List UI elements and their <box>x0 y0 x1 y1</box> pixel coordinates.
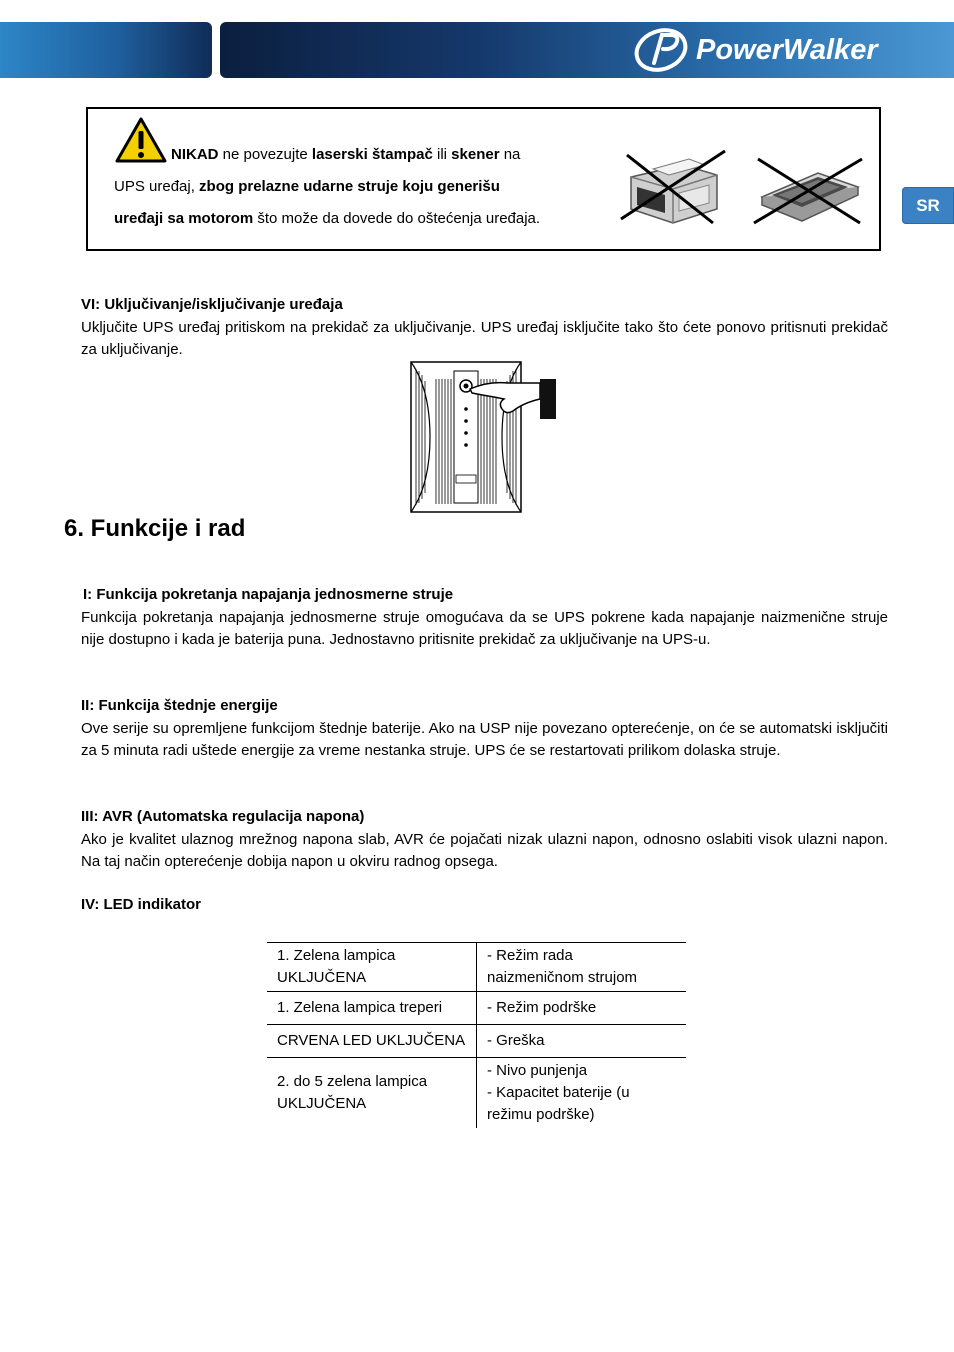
warning-box <box>86 107 881 251</box>
led-state-text: UKLJUČENA <box>277 1095 367 1112</box>
led-mode-cell <box>477 1058 687 1129</box>
section-iii-title: III: AVR (Automatska regulacija napona) <box>81 808 365 825</box>
led-state-cell <box>267 1025 477 1058</box>
led-state-text: 1. Zelena lampica <box>277 947 396 964</box>
led-state-text: 1. Zelena lampica treperi <box>277 999 443 1016</box>
led-state-text: 2. do 5 zelena lampica <box>277 1073 428 1090</box>
led-mode-text: - Kapacitet baterije (u <box>487 1084 630 1101</box>
section-vi-text: Uključite UPS uređaj pritiskom na prekidač za uključivanje. UPS uređaj isključite tako što ćete ponovo pritisnuti prekidač za uključivanje. <box>81 319 888 358</box>
crossed-printer-image <box>613 147 731 229</box>
led-mode-text: - Greška <box>487 1032 545 1049</box>
warning-bold: uređaji sa motorom <box>114 210 254 227</box>
led-mode-text: naizmeničnom strujom <box>487 969 638 986</box>
led-mode-text: režimu podrške) <box>487 1106 595 1123</box>
warning-text: ili <box>432 146 452 163</box>
warning-triangle-icon <box>114 116 168 164</box>
led-mode-cell <box>477 1025 687 1058</box>
led-state-cell <box>267 992 477 1025</box>
brand-name: PowerWalker <box>696 33 878 66</box>
brand-logo-icon <box>632 27 690 73</box>
header-band-left <box>0 22 212 78</box>
led-state-cell <box>267 943 477 992</box>
brand-logo <box>632 26 947 74</box>
warning-line-3 <box>114 210 540 227</box>
led-state-cell <box>267 1058 477 1129</box>
section-vi-title: VI: Uključivanje/isključivanje uređaja <box>81 296 343 313</box>
led-state-text: CRVENA LED UKLJUČENA <box>277 1032 466 1049</box>
table-row <box>267 1025 686 1058</box>
ups-power-button-illustration <box>408 359 560 515</box>
led-mode-cell <box>477 943 687 992</box>
crossed-scanner-image <box>748 153 868 229</box>
led-mode-text: - Nivo punjenja <box>487 1062 588 1079</box>
warning-text: UPS uređaj, <box>114 178 200 195</box>
table-row <box>267 992 686 1025</box>
section-i-text: Funkcija pokretanja napajanja jednosmerne struje omogućava da se UPS pokrene kada napajanje naizmenične struje nije dostupno i kada je baterija puna. Jednostavno pritisnite prekidač za uključivanje na UPS-u. <box>81 609 888 648</box>
warning-never: NIKAD <box>171 146 219 163</box>
warning-line-2 <box>114 178 500 195</box>
table-row <box>267 1058 686 1129</box>
warning-text: što može da dovede do oštećenja uređaja. <box>253 210 541 227</box>
warning-text: ne povezujte <box>218 146 312 163</box>
section-i-title: I: Funkcija pokretanja napajanja jednosmerne struje <box>83 586 454 603</box>
chapter-title: 6. Funkcije i rad <box>64 515 246 542</box>
section-iv-title: IV: LED indikator <box>81 896 202 913</box>
table-row <box>267 943 686 992</box>
section-ii-text: Ove serije su opremljene funkcijom štednje baterije. Ako na USP nije povezano opterećenje, on će se automatski isključiti za 5 minuta radi uštede energije za vreme nestanka struje. UPS će se restartovati prilikom dolaska struje. <box>81 720 888 759</box>
warning-scanner: skener <box>451 146 500 163</box>
warning-line-1 <box>171 146 520 163</box>
led-indicator-table <box>267 942 686 1128</box>
warning-laser-printer: laserski štampač <box>311 146 433 163</box>
led-state-text: UKLJUČENA <box>277 969 367 986</box>
language-tab-sr[interactable]: SR <box>902 187 954 224</box>
led-mode-cell <box>477 992 687 1025</box>
warning-bold: zbog prelazne udarne struje koju generišu <box>199 178 500 195</box>
section-iii-text: Ako je kvalitet ulaznog mrežnog napona slab, AVR će pojačati nizak ulazni napon, odnosno oslabiti visok ulazni napon. Na taj način opterećenje dobija napon u okviru radnog opsega. <box>81 831 888 870</box>
warning-text: na <box>499 146 521 163</box>
led-mode-text: - Režim rada <box>487 947 573 964</box>
section-ii-title: II: Funkcija štednje energije <box>81 697 278 714</box>
led-mode-text: - Režim podrške <box>487 999 597 1016</box>
